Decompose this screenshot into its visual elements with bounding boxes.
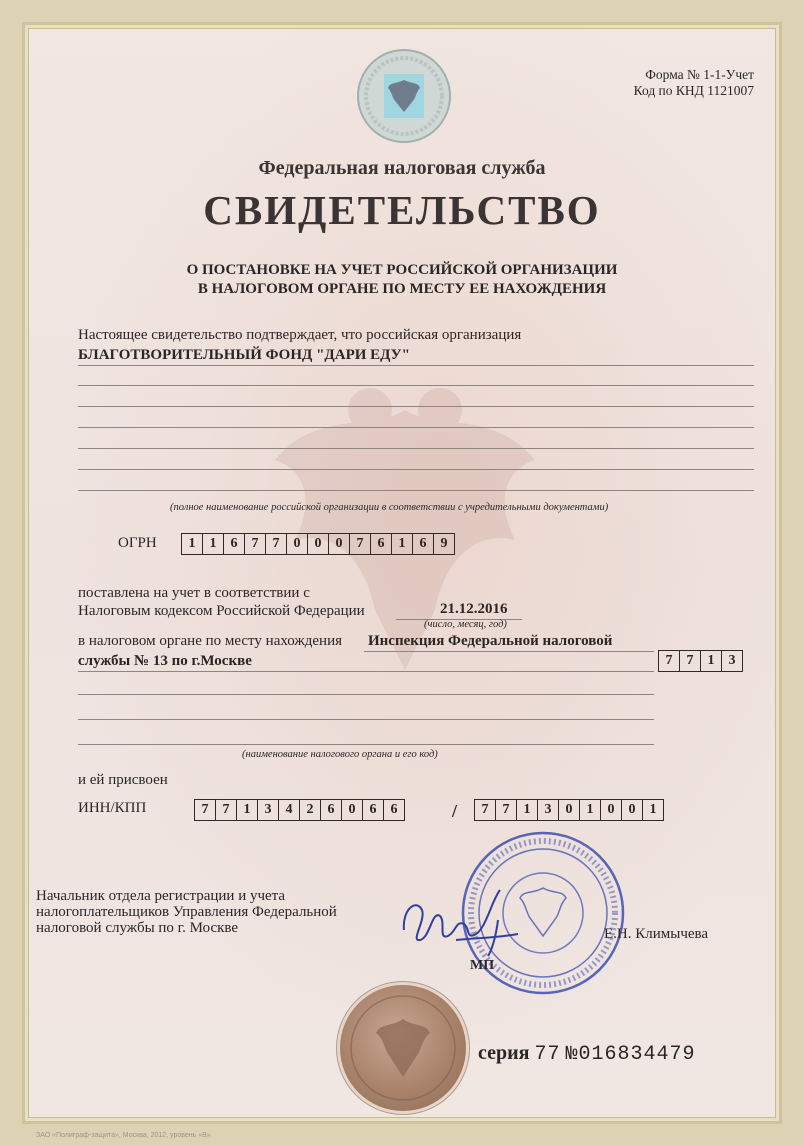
- registered-line1: поставлена на учет в соответствии с: [78, 585, 310, 601]
- registration-date: 21.12.2016: [440, 601, 508, 617]
- inn-digit: 3: [258, 800, 279, 820]
- gold-embossed-seal: [340, 985, 466, 1111]
- inn-digit: 7: [216, 800, 237, 820]
- org-line-6: [78, 469, 754, 470]
- date-caption: (число, месяц, год): [424, 619, 507, 630]
- inn-digit: 7: [195, 800, 216, 820]
- ogrn-digit: 0: [329, 534, 350, 554]
- printer-imprint: ЗАО «Полиграф-защита», Москва, 2012, уровень «В»: [36, 1132, 211, 1139]
- service-name: Федеральная налоговая служба: [258, 157, 546, 179]
- kpp-digit: 1: [517, 800, 538, 820]
- ogrn-digit: 0: [308, 534, 329, 554]
- assigned-text: и ей присвоен: [78, 772, 168, 788]
- series-number: [478, 1042, 696, 1066]
- kpp-digit: 0: [601, 800, 622, 820]
- signatory-name: Е.Н. Климычева: [604, 926, 709, 942]
- inn-digit: 1: [237, 800, 258, 820]
- kpp-digit: 0: [559, 800, 580, 820]
- intro-text: Настоящее свидетельство подтверждает, что российская организация: [78, 327, 522, 343]
- org-line-4: [78, 427, 754, 428]
- ogrn-digit: 7: [266, 534, 287, 554]
- ogrn-digit: 6: [413, 534, 434, 554]
- ogrn-cells: [181, 533, 455, 555]
- tax-code-digit: 1: [701, 651, 722, 671]
- kpp-digit: 7: [475, 800, 496, 820]
- tax-office-line-2: [78, 671, 654, 672]
- registered-line2: Налоговым кодексом Российской Федерации: [78, 603, 365, 619]
- org-line-7: [78, 490, 754, 491]
- tax-office-code-cells: [658, 650, 743, 672]
- series-region: 77: [534, 1043, 561, 1066]
- series-label: серия: [478, 1042, 530, 1064]
- hologram-emblem-icon: [356, 48, 452, 144]
- org-line-1: [78, 365, 754, 366]
- org-caption: (полное наименование российской организации в соответствии с учредительными документами): [170, 502, 609, 513]
- ogrn-digit: 7: [350, 534, 371, 554]
- tax-office-name-1: Инспекция Федеральной налоговой: [368, 633, 613, 649]
- subtitle-line1: О ПОСТАНОВКЕ НА УЧЕТ РОССИЙСКОЙ ОРГАНИЗАЦИИ: [186, 262, 618, 278]
- kpp-digit: 1: [649, 802, 657, 817]
- signatory-position-2: налогоплательщиков Управления Федеральной: [36, 904, 337, 920]
- tax-code-digit: 7: [680, 651, 701, 671]
- org-line-3: [78, 406, 754, 407]
- tax-code-digit: 3: [728, 653, 736, 668]
- signature: [396, 880, 526, 960]
- inn-digit: 2: [300, 800, 321, 820]
- org-line-5: [78, 448, 754, 449]
- ogrn-digit: 9: [440, 536, 448, 551]
- ogrn-label: ОГРН: [118, 535, 157, 551]
- series-serial: №016834479: [565, 1043, 696, 1066]
- tax-office-prefix: в налоговом органе по месту нахождения: [78, 633, 343, 649]
- knd-code: Код по КНД 1121007: [633, 83, 754, 98]
- inn-kpp-label: ИНН/КПП: [78, 800, 147, 816]
- kpp-cells: [474, 799, 664, 821]
- ogrn-digit: 1: [392, 534, 413, 554]
- kpp-digit: 0: [622, 800, 643, 820]
- org-line-2: [78, 385, 754, 386]
- tax-office-caption: (наименование налогового органа и его код): [242, 749, 438, 760]
- signatory-position-1: Начальник отдела регистрации и учета: [36, 888, 286, 904]
- kpp-digit: 7: [496, 800, 517, 820]
- ogrn-digit: 7: [245, 534, 266, 554]
- inn-cells: [194, 799, 405, 821]
- tax-office-line-3: [78, 694, 654, 695]
- inn-digit: 0: [342, 800, 363, 820]
- certificate-title: СВИДЕТЕЛЬСТВО: [203, 187, 601, 233]
- inn-digit: 4: [279, 800, 300, 820]
- inn-digit: 6: [390, 802, 398, 817]
- seal-place-mark: МП: [470, 958, 495, 973]
- ogrn-digit: 0: [287, 534, 308, 554]
- eagle-emblem-icon: [340, 985, 466, 1111]
- kpp-digit: 1: [580, 800, 601, 820]
- ogrn-digit: 1: [203, 534, 224, 554]
- kpp-digit: 3: [538, 800, 559, 820]
- tax-office-line-5: [78, 744, 654, 745]
- ogrn-digit: 6: [371, 534, 392, 554]
- tax-office-name-2: службы № 13 по г.Москве: [78, 653, 252, 669]
- subtitle-line2: В НАЛОГОВОМ ОРГАНЕ ПО МЕСТУ ЕЕ НАХОЖДЕНИЯ: [197, 281, 607, 297]
- inn-kpp-separator: /: [452, 801, 458, 821]
- ogrn-digit: 6: [224, 534, 245, 554]
- inn-digit: 6: [321, 800, 342, 820]
- form-number: Форма № 1-1-Учет: [645, 67, 754, 82]
- ogrn-digit: 1: [182, 534, 203, 554]
- form-code: [634, 67, 754, 99]
- organization-name: БЛАГОТВОРИТЕЛЬНЫЙ ФОНД "ДАРИ ЕДУ": [78, 347, 410, 363]
- tax-office-line-4: [78, 719, 654, 720]
- inn-digit: 6: [363, 800, 384, 820]
- tax-office-line-1: [364, 651, 654, 652]
- tax-code-digit: 7: [659, 651, 680, 671]
- signatory-position-3: налоговой службы по г. Москве: [36, 920, 239, 936]
